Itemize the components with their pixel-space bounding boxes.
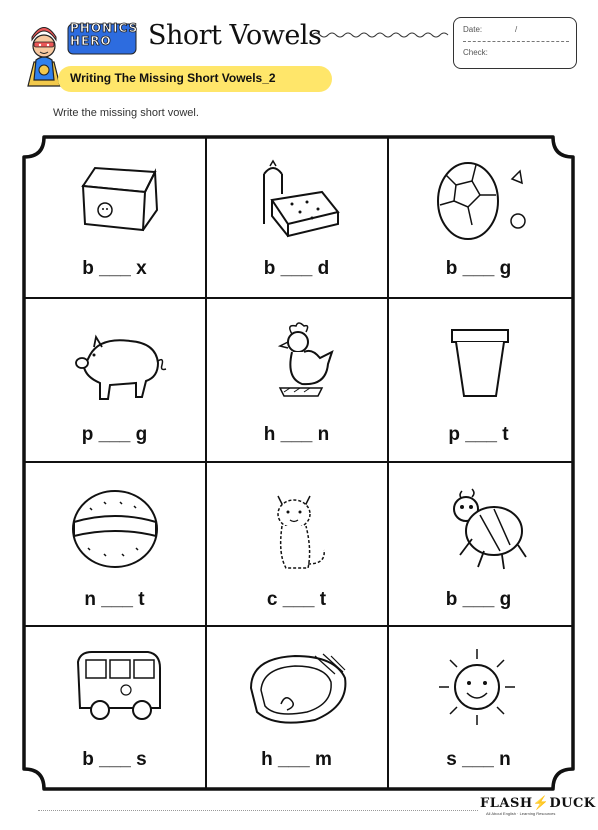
- bed-picture: [252, 154, 342, 244]
- word-bus[interactable]: b ___ s: [82, 749, 147, 770]
- ham-picture: [245, 648, 355, 728]
- bug-picture: [438, 485, 528, 573]
- word-pot[interactable]: p ___ t: [448, 424, 509, 445]
- date-divider: [463, 41, 569, 42]
- word-bug[interactable]: b ___ g: [445, 589, 512, 610]
- sun-picture: [435, 645, 519, 729]
- brand-tagline: All About English · Learning Resources: [486, 811, 556, 816]
- date-label: Date:: [463, 25, 483, 34]
- wavy-divider: [312, 30, 452, 40]
- logo-text: PHONICS HERO: [70, 21, 139, 48]
- box-picture: [75, 158, 165, 238]
- check-label: Check:: [463, 48, 488, 57]
- word-box[interactable]: b ___ x: [82, 258, 147, 279]
- nut-picture: [70, 488, 160, 570]
- hen-picture: [262, 318, 342, 408]
- instruction-text: Write the missing short vowel.: [53, 107, 199, 119]
- ball-picture: [432, 155, 532, 245]
- footer-divider: [38, 810, 478, 811]
- word-ball[interactable]: b ___ g: [445, 258, 512, 279]
- word-pig[interactable]: p ___ g: [81, 424, 148, 445]
- word-nut[interactable]: n ___ t: [84, 589, 145, 610]
- flashduck-logo: FLASH⚡DUCK: [480, 796, 596, 811]
- word-ham[interactable]: h ___ m: [261, 749, 332, 770]
- date-separator: /: [515, 25, 518, 34]
- word-hen[interactable]: h ___ n: [263, 424, 330, 445]
- worksheet-subtitle: Writing The Missing Short Vowels_2: [70, 71, 276, 85]
- word-cat[interactable]: c ___ t: [266, 589, 327, 610]
- word-sun[interactable]: s ___ n: [446, 749, 511, 770]
- cat-picture: [268, 488, 332, 574]
- pig-picture: [70, 325, 170, 405]
- bus-picture: [72, 648, 164, 724]
- word-bed[interactable]: b ___ d: [263, 258, 330, 279]
- page-title: Short Vowels: [148, 20, 322, 51]
- pot-picture: [450, 322, 510, 404]
